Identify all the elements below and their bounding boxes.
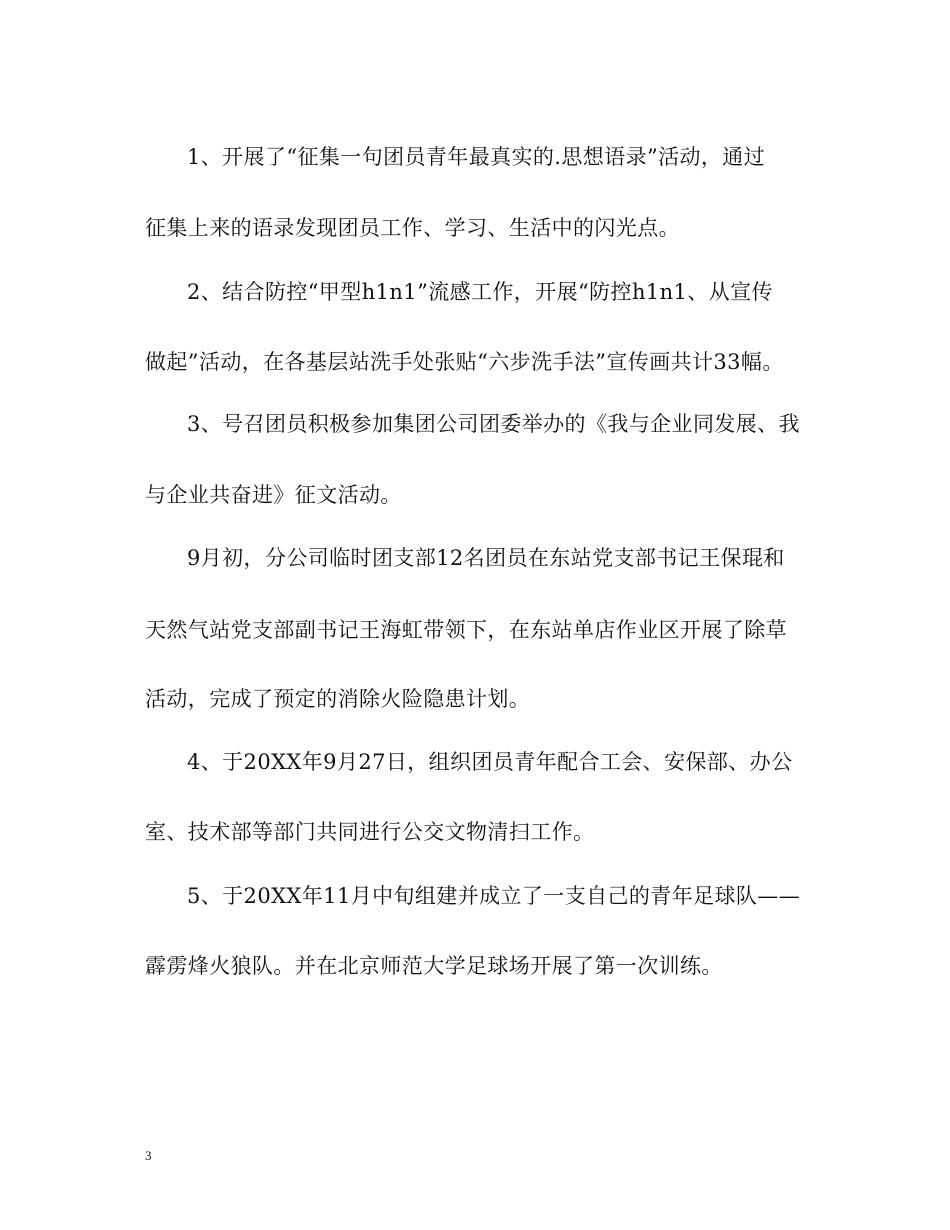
paragraph-6-line-2: 霹雳烽火狼队。并在北京师范大学足球场开展了第一次训练。 — [145, 954, 723, 978]
paragraph-4-line-3: 活动，完成了预定的消除火险隐患计划。 — [145, 687, 531, 711]
paragraph-5-line-1: 4、于20XX年9月27日，组织团员青年配合工会、安保部、办公 — [187, 750, 793, 774]
paragraph-4-line-2: 天然气站党支部副书记王海虹带领下，在东站单店作业区开展了除草 — [145, 618, 787, 642]
paragraph-5-line-2: 室、技术部等部门共同进行公交文物清扫工作。 — [145, 820, 595, 844]
paragraph-4-line-1: 9月初，分公司临时团支部12名团员在东站党支部书记王保琨和 — [187, 546, 785, 570]
paragraph-2-line-1: 2、结合防控“甲型h1n1”流感工作，开展“防控h1n1、从宣传 — [187, 280, 773, 304]
paragraph-1-line-1: 1、开展了“征集一句团员青年最真实的.思想语录”活动，通过 — [187, 145, 766, 169]
paragraph-2-line-2: 做起”活动，在各基层站洗手处张贴“六步洗手法”宣传画共计33幅。 — [145, 350, 784, 374]
paragraph-6-line-1: 5、于20XX年11月中旬组建并成立了一支自己的青年足球队—— — [187, 884, 801, 908]
page-number: 3 — [145, 1148, 152, 1163]
paragraph-3-line-1: 3、号召团员积极参加集团公司团委举办的《我与企业同发展、我 — [187, 412, 800, 436]
paragraph-1-line-2: 征集上来的语录发现团员工作、学习、生活中的闪光点。 — [145, 216, 680, 240]
paragraph-3-line-2: 与企业共奋进》征文活动。 — [145, 483, 402, 507]
